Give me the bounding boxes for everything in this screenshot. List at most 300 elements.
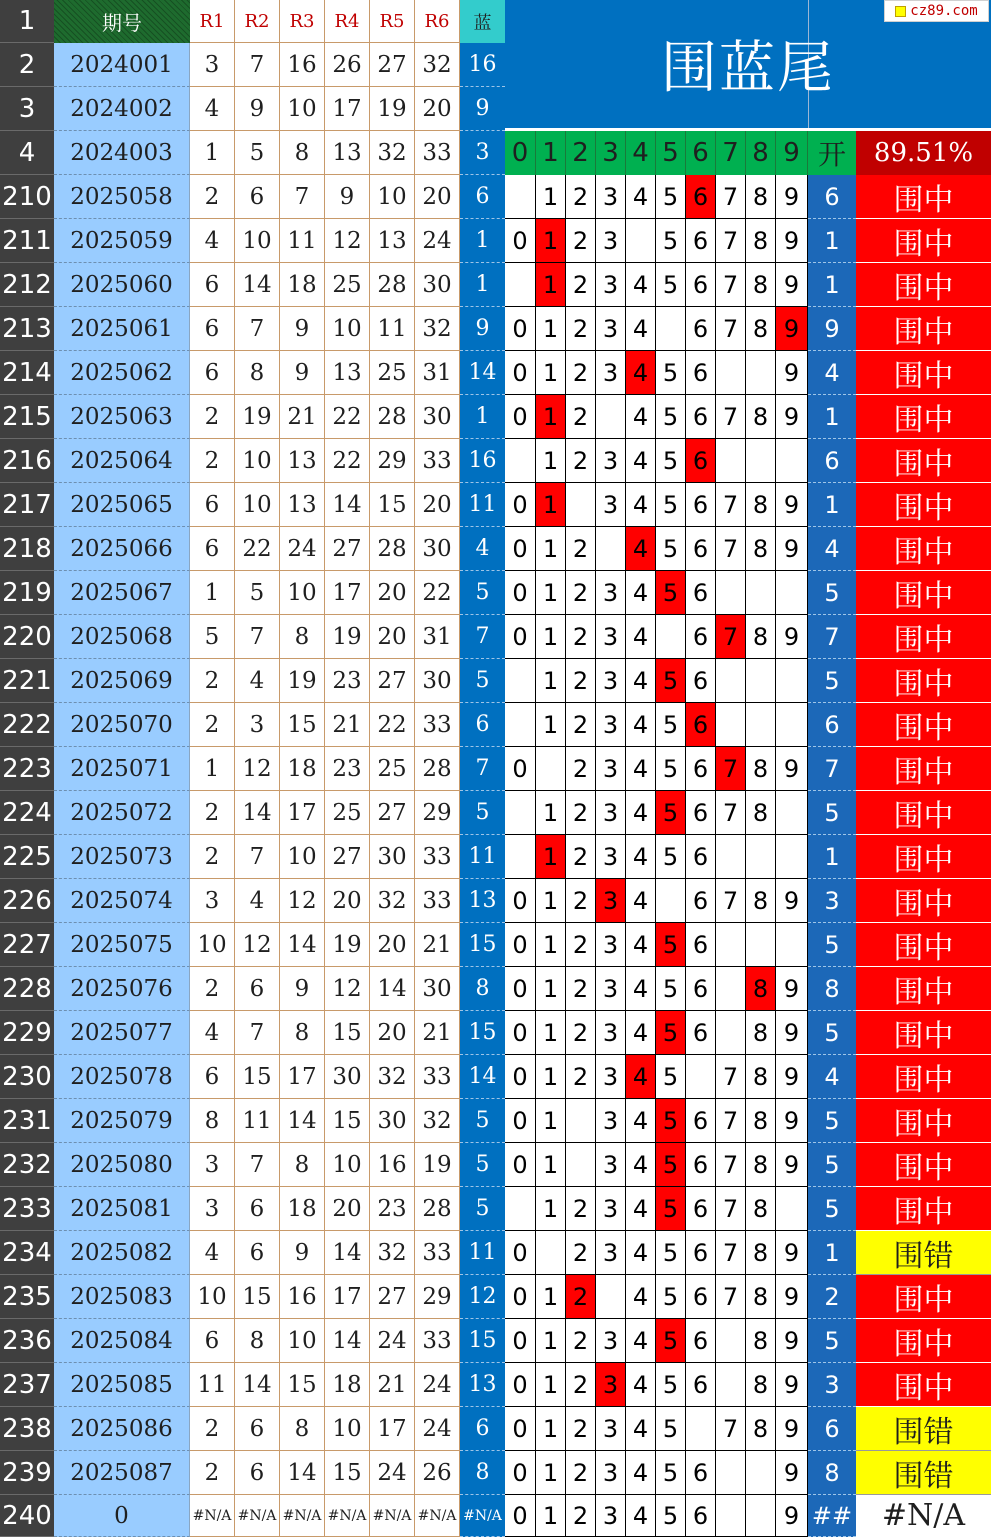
red-ball-cell[interactable]: 12	[325, 967, 370, 1011]
digit-cell[interactable]: 2	[566, 1495, 596, 1537]
red-ball-cell[interactable]: 16	[370, 1143, 415, 1187]
digit-cell[interactable]: 8	[746, 1187, 776, 1231]
digit-cell[interactable]: 2	[566, 1363, 596, 1407]
blue-ball-cell[interactable]: 1	[460, 263, 505, 307]
red-ball-cell[interactable]: 12	[325, 219, 370, 263]
red-ball-cell[interactable]: 21	[415, 923, 460, 967]
row-number[interactable]: 230	[0, 1055, 54, 1099]
digit-cell[interactable]: 8	[746, 527, 776, 571]
issue-cell[interactable]: 2024002	[54, 87, 190, 131]
issue-cell[interactable]: 2025071	[54, 747, 190, 791]
red-ball-cell[interactable]: 10	[280, 571, 325, 615]
issue-cell[interactable]: 2025085	[54, 1363, 190, 1407]
result-cell[interactable]: 围错	[856, 1451, 991, 1495]
row-number[interactable]: 227	[0, 923, 54, 967]
red-ball-cell[interactable]: 11	[235, 1099, 280, 1143]
digit-cell[interactable]: 0	[505, 967, 536, 1011]
digit-cell[interactable]: 9	[776, 1099, 808, 1143]
red-ball-cell[interactable]: 32	[370, 131, 415, 175]
red-ball-cell[interactable]: 9	[280, 967, 325, 1011]
red-ball-cell[interactable]: 10	[280, 835, 325, 879]
row-number[interactable]: 215	[0, 395, 54, 439]
issue-cell[interactable]: 2025062	[54, 351, 190, 395]
red-ball-cell[interactable]: 20	[415, 87, 460, 131]
digit-hit-cell[interactable]: 6	[686, 175, 716, 219]
digit-cell[interactable]: 9	[776, 1319, 808, 1363]
result-cell[interactable]: 围中	[856, 1275, 991, 1319]
row-number[interactable]: 2	[0, 43, 54, 87]
digit-cell[interactable]: 9	[776, 175, 808, 219]
red-ball-cell[interactable]: 8	[280, 1407, 325, 1451]
red-ball-cell[interactable]: 15	[235, 1275, 280, 1319]
issue-cell[interactable]: 2025084	[54, 1319, 190, 1363]
digit-cell[interactable]	[716, 571, 746, 615]
digit-hit-cell[interactable]: 7	[716, 615, 746, 659]
header-issue[interactable]: 期号	[54, 0, 190, 43]
digit-cell[interactable]: 4	[626, 307, 656, 351]
digit-hit-cell[interactable]: 6	[686, 439, 716, 483]
red-ball-cell[interactable]: 6	[235, 967, 280, 1011]
red-ball-cell[interactable]: 10	[190, 923, 235, 967]
digit-cell[interactable]: 2	[566, 1055, 596, 1099]
digit-cell[interactable]: 5	[656, 1363, 686, 1407]
red-ball-cell[interactable]: 3	[235, 703, 280, 747]
digit-cell[interactable]: 1	[536, 175, 566, 219]
blue-ball-cell[interactable]: 8	[460, 967, 505, 1011]
digit-hit-cell[interactable]: 8	[746, 967, 776, 1011]
red-ball-cell[interactable]: 18	[280, 747, 325, 791]
row-number[interactable]: 239	[0, 1451, 54, 1495]
row-number[interactable]: 224	[0, 791, 54, 835]
digit-cell[interactable]: 3	[596, 1319, 626, 1363]
row-number[interactable]: 223	[0, 747, 54, 791]
digit-cell[interactable]	[716, 1451, 746, 1495]
red-ball-cell[interactable]: 30	[415, 527, 460, 571]
blue-ball-cell[interactable]: 5	[460, 571, 505, 615]
digit-cell[interactable]	[776, 571, 808, 615]
digit-cell[interactable]: 8	[746, 1099, 776, 1143]
digit-cell[interactable]	[505, 659, 536, 703]
digit-cell[interactable]: 5	[656, 1231, 686, 1275]
digit-cell[interactable]: 0	[505, 219, 536, 263]
result-cell[interactable]: 围中	[856, 351, 991, 395]
issue-cell[interactable]: 2025075	[54, 923, 190, 967]
red-ball-cell[interactable]: 11	[280, 219, 325, 263]
issue-cell[interactable]: 2025086	[54, 1407, 190, 1451]
digit-cell[interactable]: 1	[536, 967, 566, 1011]
digit-cell[interactable]: 1	[536, 703, 566, 747]
digit-hit-cell[interactable]: 5	[656, 791, 686, 835]
red-ball-cell[interactable]: 19	[280, 659, 325, 703]
digit-cell[interactable]: 4	[626, 1319, 656, 1363]
red-ball-cell[interactable]: 4	[190, 87, 235, 131]
result-cell[interactable]: 围中	[856, 615, 991, 659]
digit-cell[interactable]: 2	[566, 791, 596, 835]
blue-ball-cell[interactable]: 4	[460, 527, 505, 571]
digit-cell[interactable]	[505, 263, 536, 307]
red-ball-cell[interactable]: 24	[370, 1319, 415, 1363]
digit-cell[interactable]: 5	[656, 527, 686, 571]
row-number[interactable]: 228	[0, 967, 54, 1011]
digit-hit-cell[interactable]: 5	[656, 1143, 686, 1187]
red-ball-cell[interactable]: 4	[190, 219, 235, 263]
digit-cell[interactable]: 8	[746, 1011, 776, 1055]
blue-ball-cell[interactable]: 15	[460, 1011, 505, 1055]
issue-cell[interactable]: 2025073	[54, 835, 190, 879]
result-cell[interactable]: 围中	[856, 791, 991, 835]
result-cell[interactable]: 围中	[856, 263, 991, 307]
red-ball-cell[interactable]: 3	[190, 1143, 235, 1187]
site-watermark[interactable]	[884, 0, 989, 22]
digit-cell[interactable]: 1	[536, 439, 566, 483]
header-red-3[interactable]: R3	[280, 0, 325, 43]
digit-cell[interactable]: 7	[716, 175, 746, 219]
digit-cell[interactable]: 4	[626, 1407, 656, 1451]
blue-tail-value[interactable]: 7	[808, 615, 856, 659]
red-ball-cell[interactable]: 6	[190, 351, 235, 395]
digit-cell[interactable]: 4	[626, 1275, 656, 1319]
blue-tail-value[interactable]: 5	[808, 1319, 856, 1363]
blue-tail-value[interactable]: 1	[808, 1231, 856, 1275]
digit-cell[interactable]	[776, 659, 808, 703]
result-cell[interactable]: 围中	[856, 483, 991, 527]
red-ball-cell[interactable]: 23	[370, 1187, 415, 1231]
digit-cell[interactable]: 0	[505, 395, 536, 439]
digit-cell[interactable]: 9	[776, 1231, 808, 1275]
header-red-2[interactable]: R2	[235, 0, 280, 43]
digit-cell[interactable]	[716, 351, 746, 395]
red-ball-cell[interactable]: 20	[370, 923, 415, 967]
result-cell[interactable]: 围中	[856, 439, 991, 483]
red-ball-cell[interactable]: #N/A	[280, 1495, 325, 1537]
row-number[interactable]: 213	[0, 307, 54, 351]
blue-ball-cell[interactable]: 7	[460, 747, 505, 791]
row-number[interactable]: 3	[0, 87, 54, 131]
digit-cell[interactable]: 4	[626, 615, 656, 659]
result-cell[interactable]: 围错	[856, 1407, 991, 1451]
digit-cell[interactable]	[505, 1187, 536, 1231]
result-cell[interactable]: 围中	[856, 307, 991, 351]
digit-cell[interactable]: 0	[505, 1407, 536, 1451]
digit-cell[interactable]	[505, 703, 536, 747]
blue-ball-cell[interactable]: 5	[460, 1143, 505, 1187]
digit-hit-cell[interactable]: 1	[536, 835, 566, 879]
red-ball-cell[interactable]: 7	[235, 1011, 280, 1055]
digit-cell[interactable]: 7	[716, 483, 746, 527]
red-ball-cell[interactable]: 10	[235, 219, 280, 263]
digit-cell[interactable]: 4	[626, 659, 656, 703]
digit-cell[interactable]: 6	[686, 1187, 716, 1231]
digit-cell[interactable]: 7	[716, 1099, 746, 1143]
blue-tail-value[interactable]: 6	[808, 439, 856, 483]
digit-cell[interactable]: 9	[776, 1451, 808, 1495]
red-ball-cell[interactable]: 21	[280, 395, 325, 439]
issue-cell[interactable]: 2025081	[54, 1187, 190, 1231]
digit-cell[interactable]: 5	[656, 1495, 686, 1537]
red-ball-cell[interactable]: 22	[370, 703, 415, 747]
red-ball-cell[interactable]: 14	[280, 1099, 325, 1143]
blue-tail-value[interactable]: 5	[808, 659, 856, 703]
digit-cell[interactable]: 7	[716, 395, 746, 439]
red-ball-cell[interactable]: 25	[370, 747, 415, 791]
blue-ball-cell[interactable]: 11	[460, 483, 505, 527]
red-ball-cell[interactable]: 1	[190, 131, 235, 175]
digit-cell[interactable]: 8	[746, 615, 776, 659]
issue-cell[interactable]: 2025069	[54, 659, 190, 703]
digit-cell[interactable]: 1	[536, 1363, 566, 1407]
red-ball-cell[interactable]: 13	[325, 131, 370, 175]
issue-cell[interactable]: 2025059	[54, 219, 190, 263]
digit-cell[interactable]: 5	[656, 395, 686, 439]
digit-cell[interactable]: 2	[566, 527, 596, 571]
red-ball-cell[interactable]: 14	[325, 483, 370, 527]
red-ball-cell[interactable]: 24	[415, 1407, 460, 1451]
red-ball-cell[interactable]: 5	[190, 615, 235, 659]
red-ball-cell[interactable]: 19	[415, 1143, 460, 1187]
digit-cell[interactable]: 0	[505, 1099, 536, 1143]
header-red-5[interactable]: R5	[370, 0, 415, 43]
blue-ball-cell[interactable]: 5	[460, 1099, 505, 1143]
header-digit-3[interactable]: 3	[596, 131, 626, 175]
header-digit-4[interactable]: 4	[626, 131, 656, 175]
red-ball-cell[interactable]: 30	[370, 835, 415, 879]
digit-cell[interactable]: 3	[596, 1451, 626, 1495]
blue-tail-value[interactable]: 6	[808, 703, 856, 747]
red-ball-cell[interactable]: 14	[280, 923, 325, 967]
digit-cell[interactable]: 0	[505, 615, 536, 659]
blue-ball-cell[interactable]: 6	[460, 175, 505, 219]
issue-cell[interactable]: 2025060	[54, 263, 190, 307]
red-ball-cell[interactable]: 27	[370, 1275, 415, 1319]
digit-cell[interactable]	[716, 835, 746, 879]
digit-cell[interactable]: 1	[536, 1275, 566, 1319]
red-ball-cell[interactable]: 17	[280, 791, 325, 835]
digit-cell[interactable]	[776, 791, 808, 835]
digit-cell[interactable]: 9	[776, 967, 808, 1011]
digit-cell[interactable]: 0	[505, 571, 536, 615]
red-ball-cell[interactable]: 27	[370, 791, 415, 835]
result-cell[interactable]: #N/A	[856, 1495, 991, 1537]
digit-cell[interactable]	[746, 703, 776, 747]
blue-tail-value[interactable]: ##	[808, 1495, 856, 1537]
red-ball-cell[interactable]: 25	[325, 791, 370, 835]
digit-cell[interactable]: 2	[566, 1231, 596, 1275]
digit-cell[interactable]: 4	[626, 263, 656, 307]
issue-cell[interactable]: 2025078	[54, 1055, 190, 1099]
digit-cell[interactable]: 1	[536, 527, 566, 571]
red-ball-cell[interactable]: 33	[415, 835, 460, 879]
red-ball-cell[interactable]: #N/A	[325, 1495, 370, 1537]
row-number[interactable]: 237	[0, 1363, 54, 1407]
digit-cell[interactable]: 3	[596, 1055, 626, 1099]
red-ball-cell[interactable]: #N/A	[235, 1495, 280, 1537]
blue-tail-value[interactable]: 3	[808, 879, 856, 923]
digit-cell[interactable]: 0	[505, 527, 536, 571]
digit-hit-cell[interactable]: 5	[656, 1011, 686, 1055]
digit-cell[interactable]: 6	[686, 571, 716, 615]
digit-cell[interactable]: 4	[626, 571, 656, 615]
red-ball-cell[interactable]: 10	[325, 1143, 370, 1187]
red-ball-cell[interactable]: 19	[325, 923, 370, 967]
issue-cell[interactable]: 2025070	[54, 703, 190, 747]
digit-cell[interactable]: 5	[656, 835, 686, 879]
digit-cell[interactable]: 7	[716, 879, 746, 923]
digit-cell[interactable]: 2	[566, 439, 596, 483]
blue-ball-cell[interactable]: 8	[460, 1451, 505, 1495]
red-ball-cell[interactable]: 2	[190, 395, 235, 439]
result-cell[interactable]: 围中	[856, 1319, 991, 1363]
digit-cell[interactable]: 1	[536, 1451, 566, 1495]
digit-cell[interactable]	[746, 1451, 776, 1495]
digit-cell[interactable]: 8	[746, 1275, 776, 1319]
red-ball-cell[interactable]: 20	[370, 615, 415, 659]
red-ball-cell[interactable]: 22	[325, 439, 370, 483]
red-ball-cell[interactable]: 6	[235, 1231, 280, 1275]
digit-cell[interactable]: 3	[596, 791, 626, 835]
digit-cell[interactable]	[716, 1363, 746, 1407]
red-ball-cell[interactable]: 5	[235, 571, 280, 615]
red-ball-cell[interactable]: 6	[190, 1319, 235, 1363]
digit-cell[interactable]	[746, 1495, 776, 1537]
issue-cell[interactable]: 2024001	[54, 43, 190, 87]
digit-hit-cell[interactable]: 1	[536, 263, 566, 307]
digit-cell[interactable]: 6	[686, 1143, 716, 1187]
result-cell[interactable]: 围中	[856, 923, 991, 967]
digit-cell[interactable]: 5	[656, 483, 686, 527]
issue-cell[interactable]: 2025087	[54, 1451, 190, 1495]
red-ball-cell[interactable]: 11	[370, 307, 415, 351]
red-ball-cell[interactable]: 7	[235, 43, 280, 87]
digit-cell[interactable]: 2	[566, 1319, 596, 1363]
red-ball-cell[interactable]: 26	[415, 1451, 460, 1495]
digit-cell[interactable]	[746, 439, 776, 483]
blue-ball-cell[interactable]: 7	[460, 615, 505, 659]
result-cell[interactable]: 围中	[856, 527, 991, 571]
result-cell[interactable]: 围中	[856, 747, 991, 791]
blue-tail-value[interactable]: 5	[808, 923, 856, 967]
digit-cell[interactable]: 3	[596, 483, 626, 527]
red-ball-cell[interactable]: 7	[235, 615, 280, 659]
red-ball-cell[interactable]: 19	[370, 87, 415, 131]
result-cell[interactable]: 围中	[856, 1099, 991, 1143]
red-ball-cell[interactable]: 15	[280, 1363, 325, 1407]
header-red-1[interactable]: R1	[190, 0, 235, 43]
digit-cell[interactable]	[596, 395, 626, 439]
digit-cell[interactable]: 3	[596, 835, 626, 879]
digit-cell[interactable]: 5	[656, 219, 686, 263]
digit-cell[interactable]: 2	[566, 175, 596, 219]
digit-cell[interactable]: 6	[686, 879, 716, 923]
header-digit-8[interactable]: 8	[746, 131, 776, 175]
digit-cell[interactable]: 3	[596, 967, 626, 1011]
digit-cell[interactable]: 9	[776, 1011, 808, 1055]
red-ball-cell[interactable]: 6	[235, 1187, 280, 1231]
digit-cell[interactable]: 0	[505, 1495, 536, 1537]
red-ball-cell[interactable]: 2	[190, 439, 235, 483]
digit-cell[interactable]: 4	[626, 703, 656, 747]
result-cell[interactable]: 围中	[856, 219, 991, 263]
digit-cell[interactable]: 2	[566, 1407, 596, 1451]
red-ball-cell[interactable]: 6	[235, 1451, 280, 1495]
red-ball-cell[interactable]: 14	[325, 1319, 370, 1363]
digit-cell[interactable]: 0	[505, 1011, 536, 1055]
red-ball-cell[interactable]: 3	[190, 43, 235, 87]
digit-cell[interactable]	[596, 1275, 626, 1319]
blue-tail-value[interactable]: 6	[808, 175, 856, 219]
red-ball-cell[interactable]: 4	[235, 659, 280, 703]
red-ball-cell[interactable]: 4	[235, 879, 280, 923]
issue-cell[interactable]: 2025074	[54, 879, 190, 923]
digit-cell[interactable]: 9	[776, 1275, 808, 1319]
red-ball-cell[interactable]: 22	[235, 527, 280, 571]
digit-cell[interactable]: 9	[776, 1407, 808, 1451]
digit-cell[interactable]: 1	[536, 923, 566, 967]
red-ball-cell[interactable]: 6	[190, 307, 235, 351]
digit-cell[interactable]: 1	[536, 1187, 566, 1231]
digit-cell[interactable]: 6	[686, 967, 716, 1011]
digit-cell[interactable]: 0	[505, 1055, 536, 1099]
red-ball-cell[interactable]: 16	[280, 1275, 325, 1319]
digit-cell[interactable]	[536, 747, 566, 791]
row-number[interactable]: 214	[0, 351, 54, 395]
digit-cell[interactable]: 4	[626, 1099, 656, 1143]
digit-cell[interactable]: 5	[656, 351, 686, 395]
digit-cell[interactable]: 2	[566, 1187, 596, 1231]
digit-cell[interactable]: 4	[626, 1363, 656, 1407]
digit-cell[interactable]: 8	[746, 307, 776, 351]
red-ball-cell[interactable]: 8	[280, 615, 325, 659]
digit-cell[interactable]: 7	[716, 219, 746, 263]
red-ball-cell[interactable]: 10	[235, 439, 280, 483]
digit-cell[interactable]: 9	[776, 615, 808, 659]
digit-cell[interactable]	[716, 1011, 746, 1055]
red-ball-cell[interactable]: 2	[190, 703, 235, 747]
digit-cell[interactable]	[716, 439, 746, 483]
red-ball-cell[interactable]: 14	[235, 791, 280, 835]
digit-cell[interactable]: 9	[776, 395, 808, 439]
digit-cell[interactable]: 4	[626, 879, 656, 923]
digit-cell[interactable]: 6	[686, 1275, 716, 1319]
digit-cell[interactable]: 9	[776, 219, 808, 263]
digit-cell[interactable]: 1	[536, 1055, 566, 1099]
blue-ball-cell[interactable]: 1	[460, 395, 505, 439]
red-ball-cell[interactable]: 4	[190, 1011, 235, 1055]
red-ball-cell[interactable]: 17	[325, 1275, 370, 1319]
digit-cell[interactable]: 5	[656, 703, 686, 747]
red-ball-cell[interactable]: 2	[190, 1407, 235, 1451]
red-ball-cell[interactable]: 30	[370, 1099, 415, 1143]
red-ball-cell[interactable]: 13	[325, 351, 370, 395]
digit-cell[interactable]	[505, 439, 536, 483]
red-ball-cell[interactable]: 33	[415, 879, 460, 923]
red-ball-cell[interactable]: 33	[415, 703, 460, 747]
digit-cell[interactable]	[566, 1143, 596, 1187]
blue-ball-cell[interactable]: 14	[460, 1055, 505, 1099]
digit-cell[interactable]: 6	[686, 1319, 716, 1363]
red-ball-cell[interactable]: 8	[280, 1011, 325, 1055]
issue-cell[interactable]: 2025058	[54, 175, 190, 219]
digit-cell[interactable]: 0	[505, 351, 536, 395]
digit-cell[interactable]: 1	[536, 1099, 566, 1143]
digit-cell[interactable]: 3	[596, 615, 626, 659]
digit-cell[interactable]: 9	[776, 1055, 808, 1099]
red-ball-cell[interactable]: 8	[280, 1143, 325, 1187]
digit-hit-cell[interactable]: 5	[656, 923, 686, 967]
issue-cell[interactable]: 2025076	[54, 967, 190, 1011]
digit-cell[interactable]: 4	[626, 483, 656, 527]
red-ball-cell[interactable]: 24	[370, 1451, 415, 1495]
blue-ball-cell[interactable]: 9	[460, 307, 505, 351]
